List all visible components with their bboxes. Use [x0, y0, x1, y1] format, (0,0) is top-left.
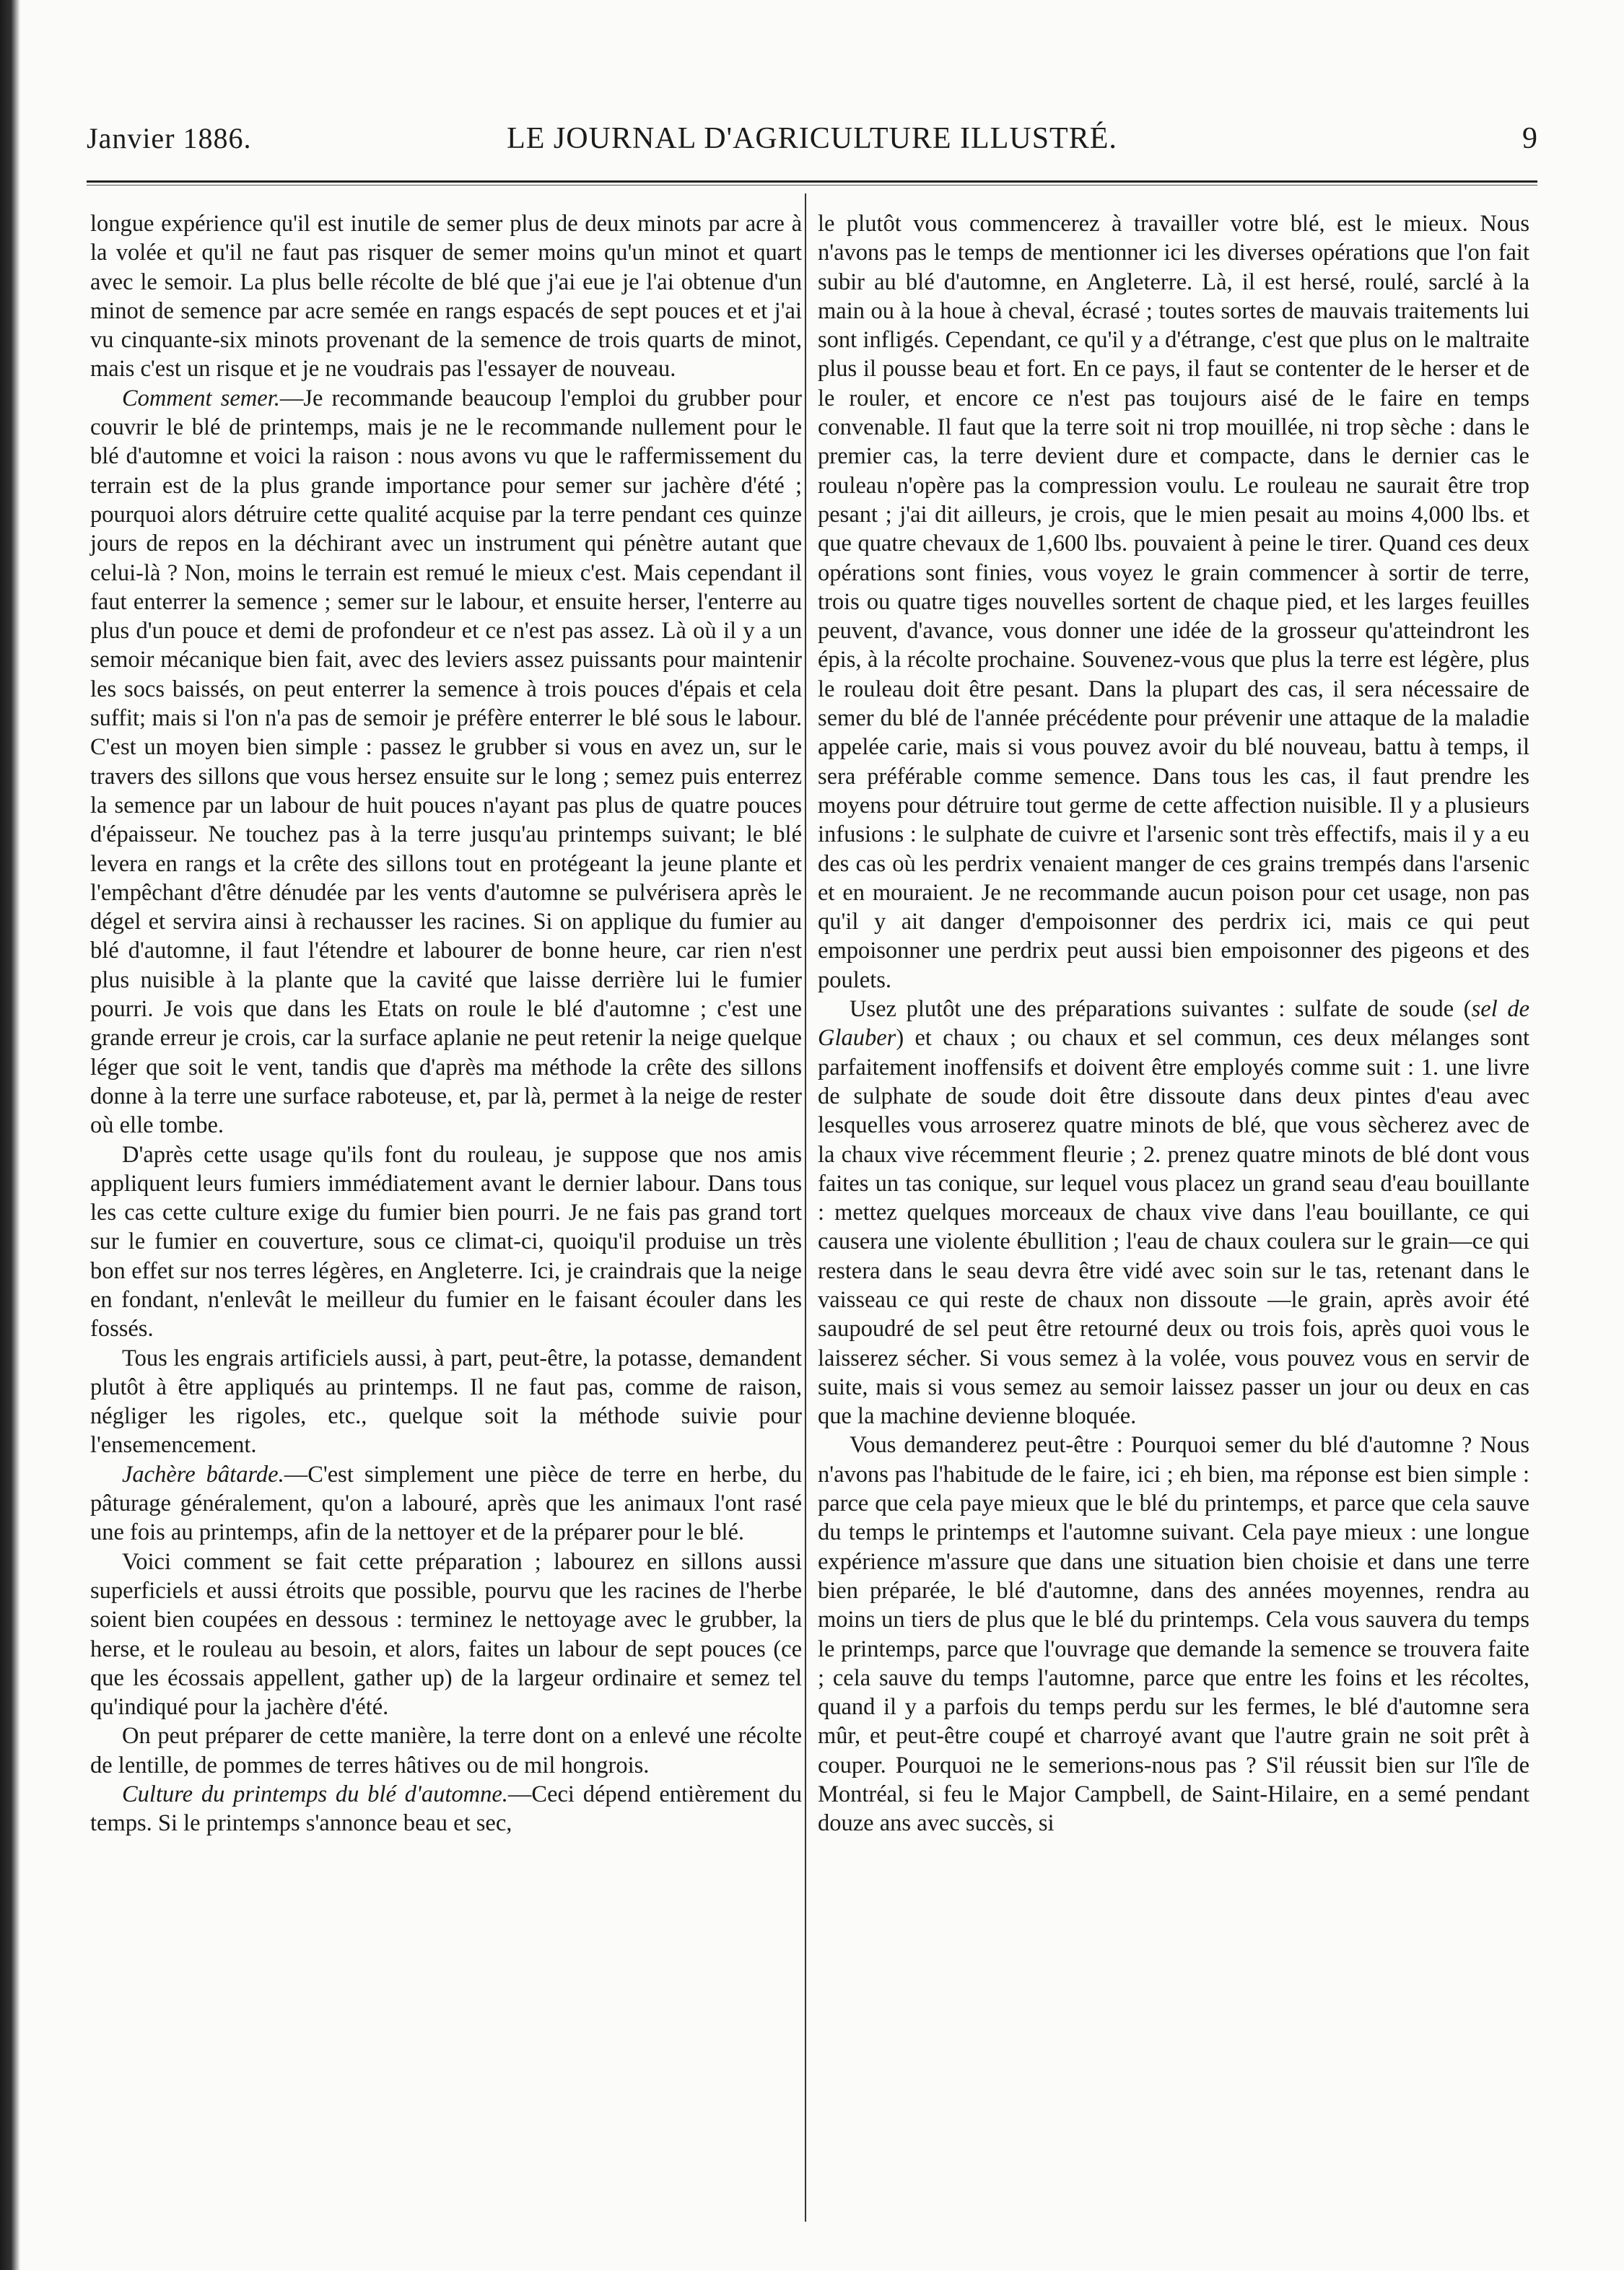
- page-number: 9: [1522, 122, 1537, 155]
- page-header: [87, 121, 1537, 165]
- paragraph: Voici comment se fait cette préparation ; labourez en sillons aussi superficiels et aussi étroits que possible, pourvu que les racines de l'herbe soient bien coupées en dessous : terminez le nettoyage avec le grubber, la herse, et le rouleau au besoin, et alors, faites un labour de sept pouces (ce que les écossais appellent, gather up) de la largeur ordinaire et semez tel qu'indiqué pour la jachère d'été.: [90, 1548, 802, 1721]
- paragraph: Jachère bâtarde.—C'est simplement une pièce de terre en herbe, du pâturage généralement, qu'on a labouré, après que les animaux l'ont rasé une fois au printemps, afin de la nettoyer et de la préparer pour le blé.: [90, 1461, 802, 1546]
- page-binding-edge: [0, 0, 20, 2270]
- paragraph: Comment semer.—Je recommande beaucoup l'emploi du grubber pour couvrir le blé de printemps, mais je ne le recommande nullement pour le blé d'automne et voici la raison : nous avons vu que le raffermissement du terrain est de la plus grande importance pour semer sur jachère d'été ; pourquoi alors détruire cette qualité acquise par la terre pendant ces quinze jours de repos en la déchirant avec un instrument qui pénètre autant que celui-là ? Non, moins le terrain est remué le mieux c'est. Mais cependant il faut enterrer la semence ; semer sur le labour, et ensuite herser, l'enterre au plus d'un pouce et demi de profondeur et ce n'est pas assez. Là où il y a un semoir mécanique bien fait, avec des leviers assez puissants pour maintenir les socs baissés, on peut enterrer la semence à trois pouces d'épais et cela suffit; mais si l'on n'a pas de semoir je préfère enterrer le blé sous le labour. C'est un moyen bien simple : passez le grubber si vous en avez un, sur le travers des sillons que vous hersez ensuite sur le long ; semez puis enterrez la semence par un labour de huit pouces n'ayant pas plus de quatre pouces d'épaisseur. Ne touchez pas à la terre jusqu'au printemps suivant; le blé levera en rangs et la crête des sillons tout en protégeant la jeune plante et l'empêchant d'être dénudée par les vents d'automne se pulvérisera après le dégel et servira ainsi à rechausser les racines. Si on applique du fumier au blé d'automne, il faut l'étendre et labourer de bonne heure, car rien n'est plus nuisible à la plante que la cavité que laisse derrière lui le fumier pourri. Je vois que dans les Etats on roule le blé d'automne ; c'est une grande erreur je crois, car la surface aplanie ne peut retenir la neige quelque léger que soit le vent, tandis que d'après ma méthode la crête des sillons donne à la terre une surface raboteuse, et, par là, permet à la neige de rester où elle tombe.: [90, 385, 802, 1139]
- section-heading: Jachère bâtarde.: [122, 1461, 284, 1488]
- right-column: [818, 209, 1529, 1838]
- section-heading: Culture du printemps du blé d'automne.: [122, 1781, 508, 1808]
- header-title: LE JOURNAL D'AGRICULTURE ILLUSTRÉ.: [507, 122, 1117, 155]
- header-date: Janvier 1886.: [87, 122, 252, 154]
- paragraph: Vous demanderez peut-être : Pourquoi semer du blé d'automne ? Nous n'avons pas l'habitude de le faire, ici ; eh bien, ma réponse est bien simple : parce que cela paye mieux que le blé du printemps, et parce que cela sauve du temps le printemps et l'automne suivant. Cela paye mieux : une longue expérience m'assure que dans une situation bien choisie et dans une terre bien préparée, le blé d'automne, dans des années moyennes, rendra au moins un tiers de plus que le blé du printemps. Cela vous sauvera du temps le printemps, parce que l'ouvrage que demande la semence se trouvera faite ; cela sauve du temps l'automne, parce que entre les foins et les récoltes, quand il y a parfois du temps perdu sur les fermes, le blé d'automne sera mûr, et peut-être coupé et charroyé avant que l'autre grain ne soit prêt à couper. Pourquoi ne le semerions-nous pas ? S'il réussit bien sur l'île de Montréal, si feu le Major Campbell, de Saint-Hilaire, en a semé pendant douze ans avec succès, si: [818, 1432, 1529, 1837]
- paragraph: Tous les engrais artificiels aussi, à part, peut-être, la potasse, demandent plutôt à être appliqués au printemps. Il ne faut pas, comme de raison, négliger les rigoles, etc., quelque soit la méthode suivie pour l'ensemencement.: [90, 1345, 802, 1459]
- header-rule: [87, 180, 1537, 183]
- section-heading: Comment semer.: [122, 385, 280, 411]
- paragraph: longue expérience qu'il est inutile de semer plus de deux minots par acre à la volée et qu'il ne faut pas risquer de semer moins qu'un minot et quart avec le semoir. La plus belle récolte de blé que j'ai eue je l'ai obtenue d'un minot de semence par acre semée en rangs espacés de sept pouces et et j'ai vu cinquante-six minots provenant de la semence de trois quarts de minot, mais c'est un risque et je ne voudrais pas l'essayer de nouveau.: [90, 211, 802, 383]
- paragraph: D'après cette usage qu'ils font du rouleau, je suppose que nos amis appliquent leurs fumiers immédiatement avant le dernier labour. Dans tous les cas cette culture exige du fumier bien pourri. Je ne fais pas grand tort sur le fumier en couverture, sous ce climat-ci, quoiqu'il produise un très bon effet sur nos terres légères, en Angleterre. Ici, je craindrais que la neige en fondant, n'enlevât le meilleur du fumier en le faisant écouler dans les fossés.: [90, 1141, 802, 1343]
- paragraph: le plutôt vous commencerez à travailler votre blé, est le mieux. Nous n'avons pas le temps de mentionner ici les diverses opérations que l'on fait subir au blé d'automne, en Angleterre. Là, il est hersé, roulé, sarclé à la main ou à la houe à cheval, écrasé ; toutes sortes de mauvais traitements lui sont infligés. Cependant, ce qu'il y a d'étrange, c'est que plus on le maltraite plus il pousse beau et fort. En ce pays, il faut se contenter de le herser et de le rouler, et encore ce n'est pas toujours aisé de le faire en temps convenable. Il faut que la terre soit ni trop mouillée, ni trop sèche : dans le premier cas, la terre devient dure et compacte, dans le dernier cas le rouleau n'opère pas la compression voulu. Le rouleau ne saurait être trop pesant ; j'ai dit ailleurs, je crois, que le mien pesait au moins 4,000 lbs. et que quatre chevaux de 1,600 lbs. pouvaient à peine le tirer. Quand ces deux opérations sont finies, vous voyez le grain commencer à sortir de terre, trois ou quatre tiges nouvelles sortent de chaque pied, et les larges feuilles peuvent, d'avance, vous donner une idée de la grosseur qu'atteindront les épis, à la récolte prochaine. Souvenez-vous que plus la terre est légère, plus le rouleau doit être pesant. Dans la plupart des cas, il sera nécessaire de semer du blé de l'année précédente pour prévenir une attaque de la maladie appelée carie, mais si vous pouvez avoir du blé nouveau, battu à temps, il sera préférable comme semence. Dans tous les cas, il faut prendre les moyens pour détruire tout germe de cette affection nuisible. Il y a plusieurs infusions : le sulphate de cuivre et l'arsenic sont très effectifs, mais il y a eu des cas où les perdrix venaient manger de ces grains trempés dans l'arsenic et en mouraient. Je ne recommande aucun poison pour cet usage, non pas qu'il y ait danger d'empoisonner des perdrix ici, mais ce qui peut empoisonner une perdrix peut aussi bien empoisonner des pigeons et des poulets.: [818, 211, 1529, 993]
- paragraph: On peut préparer de cette manière, la terre dont on a enlevé une récolte de lentille, de pommes de terres hâtives ou de mil hongrois.: [90, 1723, 802, 1778]
- column-divider: [805, 193, 806, 2222]
- paragraph: Usez plutôt une des préparations suivantes : sulfate de soude (sel de Glauber) et chaux ; ou chaux et sel commun, ces deux mélanges sont parfaitement inoffensifs et doivent être employés comme suit : 1. une livre de sulphate de soude doit être dissoute dans deux pintes d'eau avec lesquelles vous arroserez quatre minots de blé, que vous sècherez avec de la chaux vive récemment fleurie ; 2. prenez quatre minots de blé dont vous faites un tas conique, sur lequel vous placez un grand seau d'eau bouillante : mettez quelques morceaux de chaux vive dans l'eau bouillante, ce qui causera une violente ébullition ; l'eau de chaux coulera sur le grain—ce qui restera dans le seau devra être vidé avec soin sur le tas, retenant dans le vaisseau ce qui reste de chaux non dissoute —le grain, après avoir été saupoudré de sel peut être retourné deux ou trois fois, après quoi vous le laisserez sécher. Si vous semez à la volée, vous pouvez vous en servir de suite, mais si vous semez au semoir laissez passer un jour ou deux en cas que la machine devienne bloquée.: [818, 996, 1530, 1430]
- paragraph: Culture du printemps du blé d'automne.—Ceci dépend entièrement du temps. Si le printemps s'annonce beau et sec,: [90, 1781, 802, 1837]
- left-column: [90, 209, 802, 1838]
